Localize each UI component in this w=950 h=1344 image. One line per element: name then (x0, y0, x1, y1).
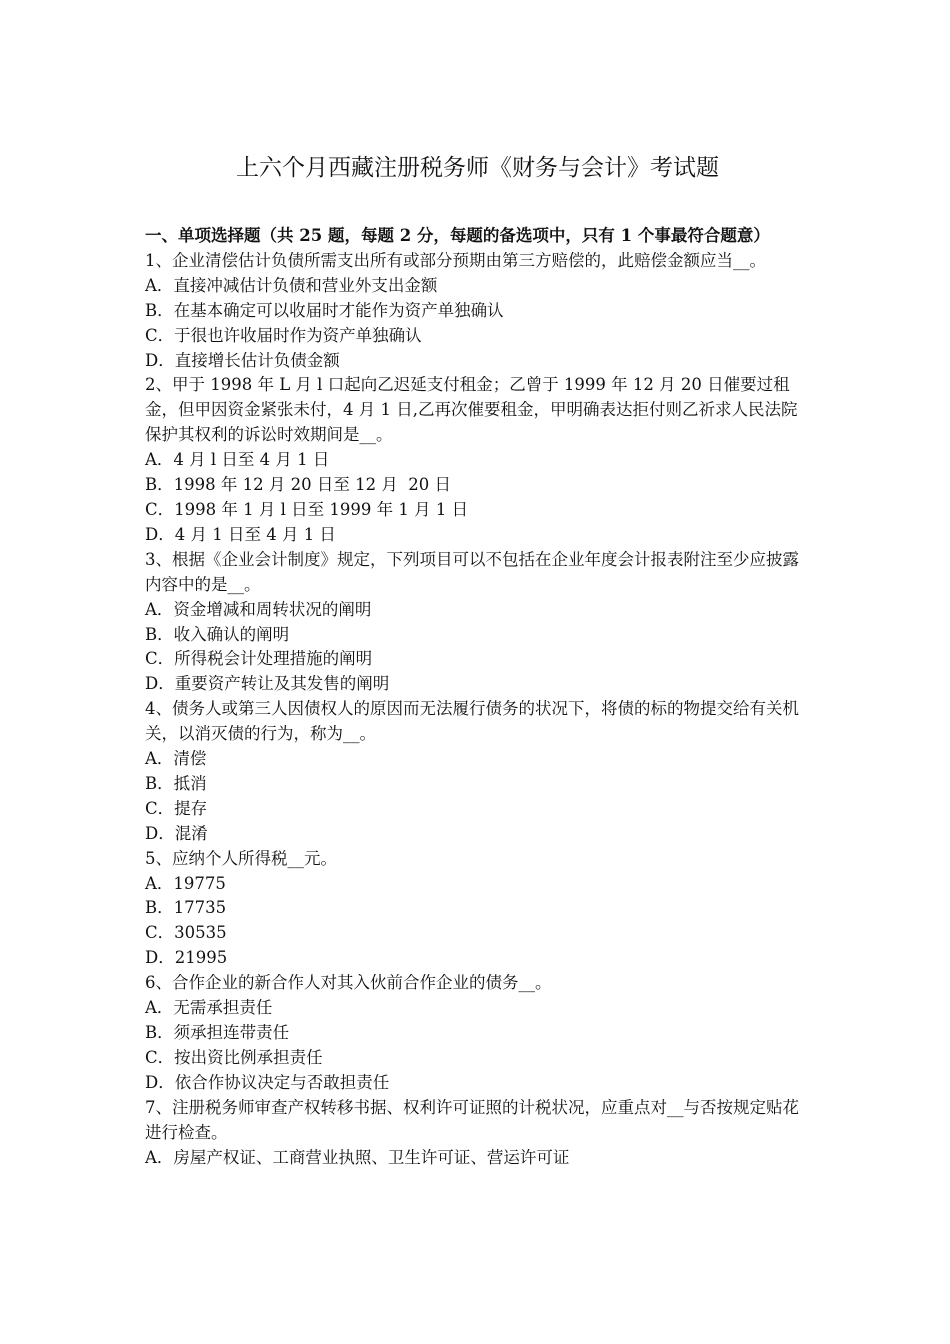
option-d: D．混淆 (145, 823, 208, 843)
question-stem: 4、债务人或第三人因债权人的原因而无法履行债务的状况下，将债的标的物提交给有关机关，以消灭债的行为，称为__。 (145, 699, 799, 744)
option-c: C．所得税会计处理措施的阐明 (145, 649, 373, 669)
question-4 (145, 697, 810, 846)
option-a: A．4 月 l 日至 4 月 1 日 (145, 450, 330, 470)
question-1 (145, 249, 810, 374)
question-stem: 2、甲于 1998 年 L 月 l 口起向乙迟延支付租金；乙曾于 1999 年 12 月 20 日催要过租金，但甲因资金紧张未付，4 月 1 日,乙再次催要租金，甲明确表达拒付则乙祈求人民法院保护其权利的诉讼时效期间是__。 (145, 375, 798, 445)
option-c: C．于很也许收届时作为资产单独确认 (145, 325, 422, 345)
option-d: D．4 月 1 日至 4 月 1 日 (145, 524, 336, 544)
option-b: B．须承担连带责任 (145, 1023, 290, 1042)
option-a: A．房屋产权证、工商营业执照、卫生许可证、营运许可证 (145, 1147, 570, 1167)
option-b: B．在基本确定可以收届时才能作为资产单独确认 (145, 300, 504, 320)
option-c: C．提存 (145, 798, 208, 818)
option-d: D．依合作协议决定与否敢担责任 (145, 1072, 390, 1092)
option-a: A．无需承担责任 (145, 998, 273, 1018)
question-3 (145, 548, 810, 697)
question-stem: 7、注册税务师审查产权转移书据、权利许可证照的计税状况，应重点对__与否按规定贴花进行检查。 (145, 1097, 799, 1142)
question-stem: 6、合作企业的新合作人对其入伙前合作企业的债务__。 (145, 973, 552, 993)
option-b: B．收入确认的阐明 (145, 624, 290, 644)
question-7 (145, 1096, 810, 1171)
option-a: A．19775 (145, 873, 226, 893)
section-heading: 一、单项选择题（共 25 题，每题 2 分，每题的备选项中，只有 1 个事最符合题意） (145, 226, 770, 245)
option-c: C．按出资比例承担责任 (145, 1047, 323, 1067)
option-b: B．抵消 (145, 773, 207, 793)
question-2 (145, 373, 810, 547)
option-d: D．21995 (145, 948, 228, 968)
option-a: A．资金增减和周转状况的阐明 (145, 599, 372, 619)
option-c: C．30535 (145, 923, 227, 943)
question-6 (145, 971, 810, 1096)
option-a: A．清偿 (145, 749, 207, 769)
option-d: D．重要资产转让及其发售的阐明 (145, 674, 390, 694)
question-stem: 1、企业清偿估计负债所需支出所有或部分预期由第三方赔偿的，此赔偿金额应当__。 (145, 250, 766, 270)
document-body (145, 224, 810, 1170)
option-a: A．直接冲减估计负债和营业外支出金额 (145, 275, 438, 295)
option-c: C．1998 年 1 月 l 日至 1999 年 1 月 1 日 (145, 499, 469, 519)
option-b: B．17735 (145, 898, 227, 918)
option-d: D．直接增长估计负债金额 (145, 350, 340, 370)
question-stem: 5、应纳个人所得税__元。 (145, 848, 337, 868)
document-title: 上六个月西藏注册税务师《财务与会计》考试题 (236, 155, 719, 181)
question-5 (145, 847, 810, 972)
option-b: B．1998 年 12 月 20 日至 12 月 20 日 (145, 475, 452, 495)
question-stem: 3、根据《企业会计制度》规定，下列项目可以不包括在企业年度会计报表附注至少应披露内容中的是__。 (145, 549, 799, 594)
